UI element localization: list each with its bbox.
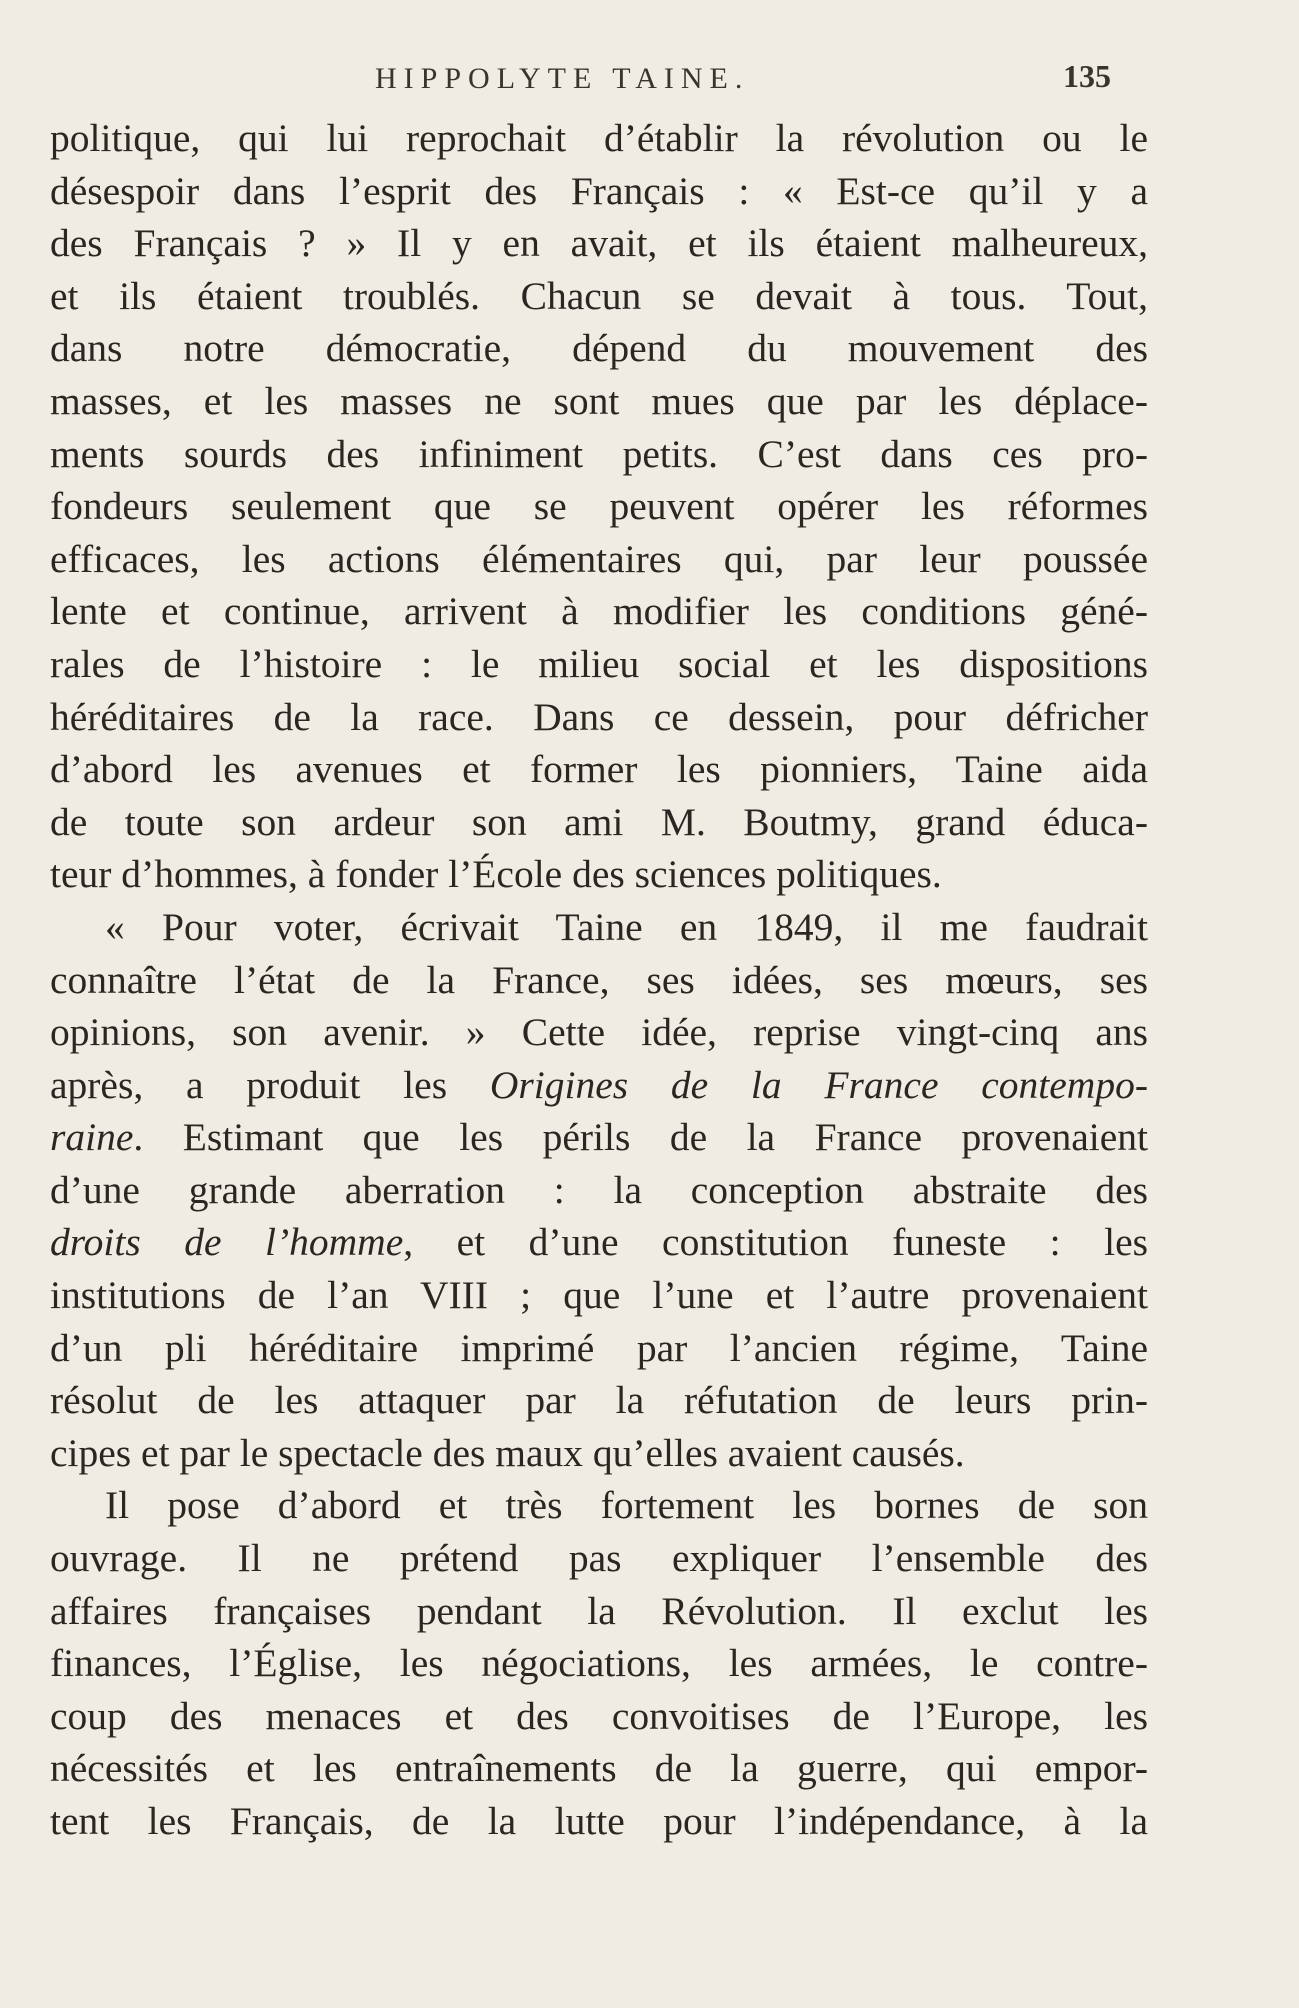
text-line: Il pose d’abord et très fortement les bornes de son [105, 1483, 1148, 1528]
text-line: désespoir dans l’esprit des Français : « Est-ce qu’il y a [50, 168, 1148, 213]
book-title-italic: raine [50, 1115, 134, 1160]
text-line: lente et continue, arrivent à modifier les conditions géné- [50, 589, 1148, 634]
text-run: . Estimant que les périls de la France provenaient [133, 1115, 1148, 1160]
text-line: coup des menaces et des convoitises de l’Europe, les [50, 1693, 1148, 1738]
text-line: d’une grande aberration : la conception abstraite des [50, 1167, 1148, 1212]
text-line: d’un pli héréditaire imprimé par l’ancien régime, Taine [50, 1325, 1148, 1370]
text-line: rales de l’histoire : le milieu social et les dispositions [50, 641, 1148, 686]
text-line: masses, et les masses ne sont mues que par les déplace- [50, 378, 1148, 423]
text-line-mixed [50, 1111, 1148, 1164]
text-line: ouvrage. Il ne prétend pas expliquer l’ensemble des [50, 1536, 1148, 1581]
page-header [0, 58, 1299, 102]
text-line: affaires françaises pendant la Révolution. Il exclut les [50, 1588, 1148, 1633]
text-line-mixed [50, 1216, 1148, 1269]
text-line: teur d’hommes, à fonder l’École des sciences politiques. [50, 852, 942, 897]
text-run: , et d’une constitution funeste : les [403, 1220, 1148, 1265]
page-number: 135 [1063, 58, 1111, 94]
text-line: fondeurs seulement que se peuvent opérer les réformes [50, 484, 1148, 529]
text-line: efficaces, les actions élémentaires qui, par leur poussée [50, 536, 1148, 581]
text-run: après, a produit les [50, 1062, 490, 1107]
text-line: dans notre démocratie, dépend du mouvement des [50, 326, 1148, 371]
text-line: tent les Français, de la lutte pour l’indépendance, à la [50, 1799, 1148, 1843]
text-line: finances, l’Église, les négociations, les armées, le contre- [50, 1641, 1148, 1686]
text-line: résolut de les attaquer par la réfutation de leurs prin- [50, 1378, 1148, 1423]
book-title-italic: Origines de la France contempo- [489, 1062, 1148, 1107]
text-line: « Pour voter, écrivait Taine en 1849, il me faudrait [105, 904, 1148, 949]
running-title: HIPPOLYTE TAINE. [375, 62, 750, 95]
body-text [50, 112, 1148, 1848]
text-line: d’abord les avenues et former les pionniers, Taine aida [50, 747, 1148, 792]
text-line: institutions de l’an VIII ; que l’une et l’autre provenaient [50, 1273, 1148, 1318]
text-line-mixed [50, 1059, 1148, 1112]
text-line: cipes et par le spectacle des maux qu’elles avaient causés. [50, 1430, 965, 1475]
text-line: héréditaires de la race. Dans ce dessein, pour défricher [50, 694, 1148, 739]
text-line: de toute son ardeur son ami M. Boutmy, grand éduca- [50, 799, 1148, 844]
text-line: opinions, son avenir. » Cette idée, reprise vingt-cinq ans [50, 1010, 1148, 1055]
text-line: nécessités et les entraînements de la guerre, qui empor- [50, 1746, 1148, 1791]
text-line: politique, qui lui reprochait d’établir la révolution ou le [50, 116, 1148, 160]
text-line: connaître l’état de la France, ses idées, ses mœurs, ses [50, 957, 1148, 1002]
text-line: et ils étaient troublés. Chacun se devait à tous. Tout, [50, 273, 1148, 318]
phrase-italic: droits de l’homme [50, 1220, 404, 1265]
text-line: des Français ? » Il y en avait, et ils étaient malheureux, [50, 221, 1148, 266]
text-line: ments sourds des infiniment petits. C’est dans ces pro- [50, 431, 1148, 476]
